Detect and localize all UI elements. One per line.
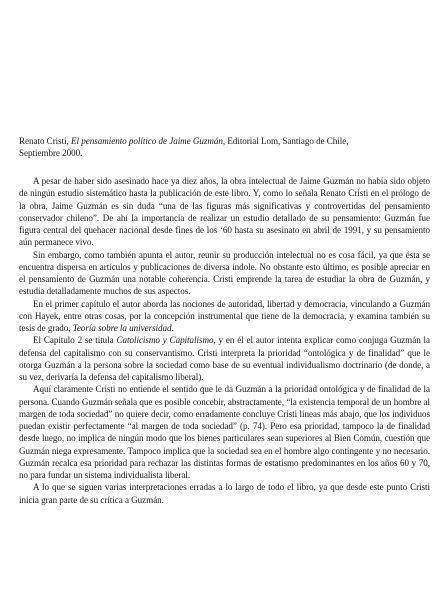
review-body	[19, 175, 430, 506]
citation-publisher: , Editorial Lom, Santiago de Chile,	[222, 136, 349, 146]
citation-date: Septiembre 2000.	[19, 148, 83, 159]
paragraph: Aquí claramente Cristi no entiende el sentido que le da Guzmán a la prioridad ontológica y de finalidad de la persona. Cuando Guzmán señala que es posible concebir, abstractamente, “la existencia temporal de un hombre al margen de toda sociedad” no quiere decir, como erradamente concluye Cristi líneas más abajo, que los individuos puedan existir perfectamente “al margen de toda sociedad” (p. 74). Pero esa prioridad, tampoco la de finalidad desde luego, no implica de ningún modo que los bienes particulares sean superiores al Bien Común, cuestión que Guzmán niega expresamente. Tampoco implica que la sociedad sea en el hombre algo contingente y no necesario. Guzmán recalca esa prioridad para rechazar las distintas formas de estatismo predominantes en los años 60 y 70, no para fundar un sistema individualista liberal.	[19, 384, 430, 480]
paragraph: A pesar de haber sido asesinado hace ya diez años, la obra intelectual de Jaime Guzmán no había sido objeto de ningún estudio sistemático hasta la publicación de este libro. Y, como lo señala Renato Cristi en el prólogo de la obra, Jaime Guzmán es sin duda “una de las figuras más significativas y controvertidas del pensamiento conservador chileno”. De ahí la importancia de realizar un estudio detallado de su pensamiento: Guzmán fue figura central del quehacer nacional desde fines de los ‘60 hasta su asesinato en abril de 1991, y su pensamiento aún permanece vivo.	[19, 176, 430, 248]
citation-book-title: El pensamiento político de Jaime Guzmán	[71, 136, 223, 146]
paragraph	[19, 334, 430, 383]
paragraph: A lo que se siguen varias interpretaciones erradas a lo largo de todo el libro, ya que desde este punto Cristi inicia gran parte de su crítica a Guzmán.	[19, 482, 430, 505]
citation-author: Renato Cristi,	[19, 136, 72, 146]
paragraph-text: El Capítulo 2 se titula	[33, 335, 117, 346]
book-citation	[19, 135, 430, 160]
chapter-title: Catolicismo y Capitalismo	[116, 335, 214, 346]
paragraph: Sin embargo, como también apunta el autor, reunir su producción intelectual no es cosa fácil, ya que ésta se encuentra dispersa en artículos y publicaciones de diversa índole. No obstante esto último, es posible apreciar en el pensamiento de Guzmán una notable coherencia. Cristi emprende la tarea de estudiar la obra de Guzmán, y estudia detalladamente muchos de sus aspectos.	[19, 249, 430, 297]
paragraph-text: .	[171, 323, 174, 333]
paragraph-text: En el primer capítulo el autor aborda las nociones de autoridad, libertad y democracia, vinculando a Guzmán con Hayek, entre otras cosas, por la concepción instrumental que tiene de la democracia, y examina también su tesis de grado,	[19, 298, 430, 333]
citation-line	[19, 135, 430, 147]
thesis-title: Teoría sobre la universidad	[72, 323, 172, 333]
paragraph-text: , y en él el autor intenta explicar como conjuga Guzmán la defensa del capitalismo con su conservantismo. Cristi interpreta la prioridad “ontológica y de finalidad” que le otorga Guzmán a la persona sobre la sociedad como base de su eventual individualismo doctrinario (de donde, a su vez, derivaría la defensa del capitalismo liberal).	[19, 335, 430, 382]
paragraph	[19, 298, 430, 335]
